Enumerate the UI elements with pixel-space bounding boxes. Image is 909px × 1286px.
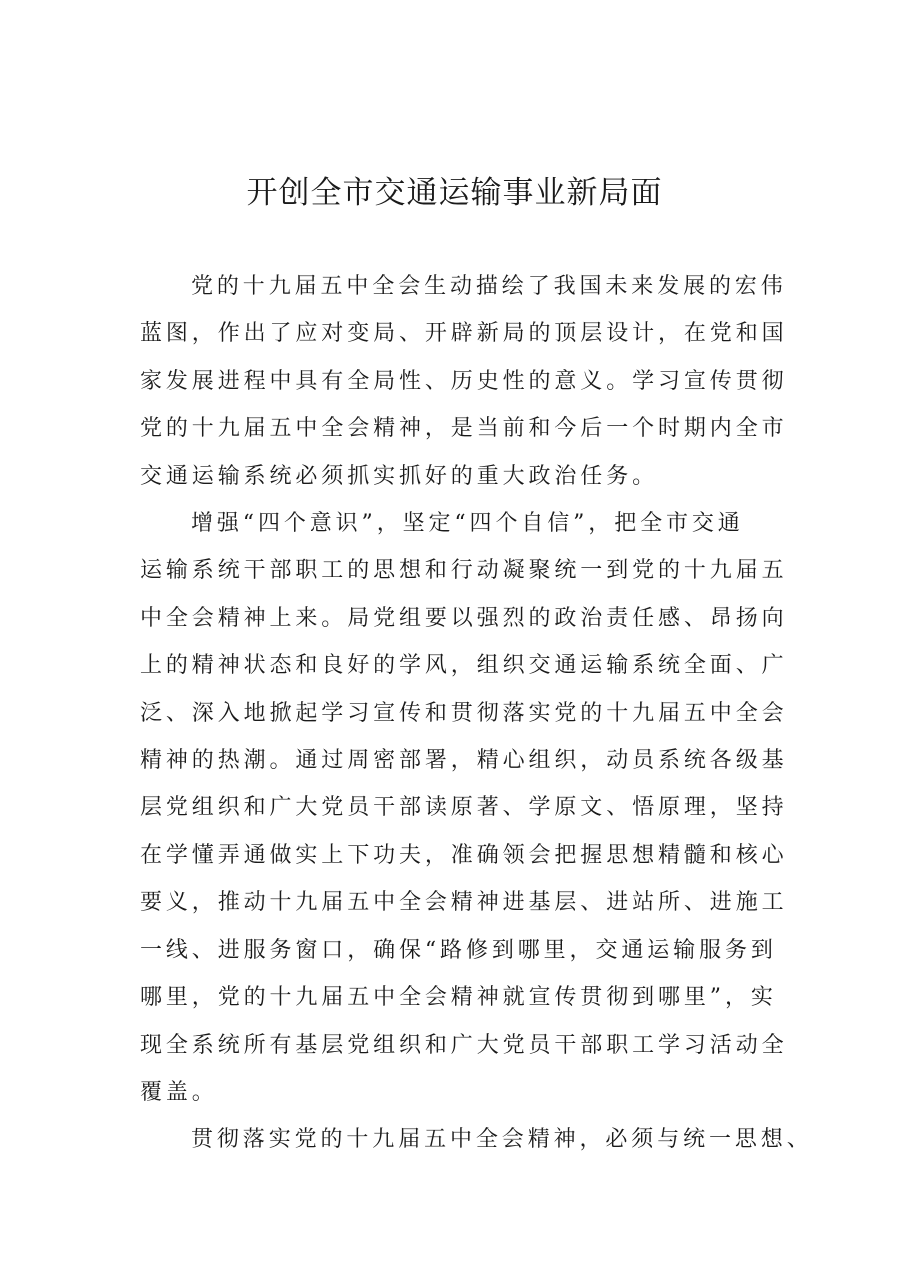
paragraph-line: 层党组织和广大党员干部读原著、学原文、悟原理，坚持 <box>140 795 788 821</box>
paragraph-line: 贯彻落实党的十九届五中全会精神，必须与统一思想、 <box>191 1127 813 1153</box>
paragraph-line: 党的十九届五中全会精神，是当前和今后一个时期内全市 <box>140 416 788 442</box>
document-title: 开创全市交通运输事业新局面 <box>246 175 663 211</box>
paragraph-line: 增强“四个意识”，坚定“四个自信”，把全市交通 <box>191 511 744 537</box>
paragraph-3 <box>140 1116 813 1163</box>
paragraph-line: 在学懂弄通做实上下功夫，准确领会把握思想精髓和核心 <box>140 842 788 868</box>
paragraph-line: 哪里，党的十九届五中全会精神就宣传贯彻到哪里”，实 <box>140 985 777 1011</box>
paragraph-line: 蓝图，作出了应对变局、开辟新局的顶层设计，在党和国 <box>140 321 788 347</box>
paragraph-line: 家发展进程中具有全局性、历史性的意义。学习宣传贯彻 <box>140 368 788 394</box>
paragraph-line: 泛、深入地掀起学习宣传和贯彻落实党的十九届五中全会 <box>140 700 788 726</box>
paragraph-line: 党的十九届五中全会生动描绘了我国未来发展的宏伟 <box>191 274 787 299</box>
paragraph-line: 运输系统干部职工的思想和行动凝聚统一到党的十九届五 <box>140 558 788 584</box>
document-body <box>140 263 813 1164</box>
paragraph-line: 交通运输系统必须抓实抓好的重大政治任务。 <box>140 463 659 489</box>
paragraph-2 <box>140 500 788 1116</box>
paragraph-line: 上的精神状态和良好的学风，组织交通运输系统全面、广 <box>140 653 788 679</box>
paragraph-line: 覆盖。 <box>140 1079 218 1105</box>
paragraph-line: 精神的热潮。通过周密部署，精心组织，动员系统各级基 <box>140 748 788 774</box>
paragraph-1 <box>140 263 788 500</box>
paragraph-line: 现全系统所有基层党组织和广大党员干部职工学习活动全 <box>140 1032 788 1058</box>
paragraph-line: 一线、进服务窗口，确保“路修到哪里，交通运输服务到 <box>140 937 777 963</box>
paragraph-line: 中全会精神上来。局党组要以强烈的政治责任感、昂扬向 <box>140 605 788 631</box>
paragraph-line: 要义，推动十九届五中全会精神进基层、进站所、进施工 <box>140 890 788 916</box>
